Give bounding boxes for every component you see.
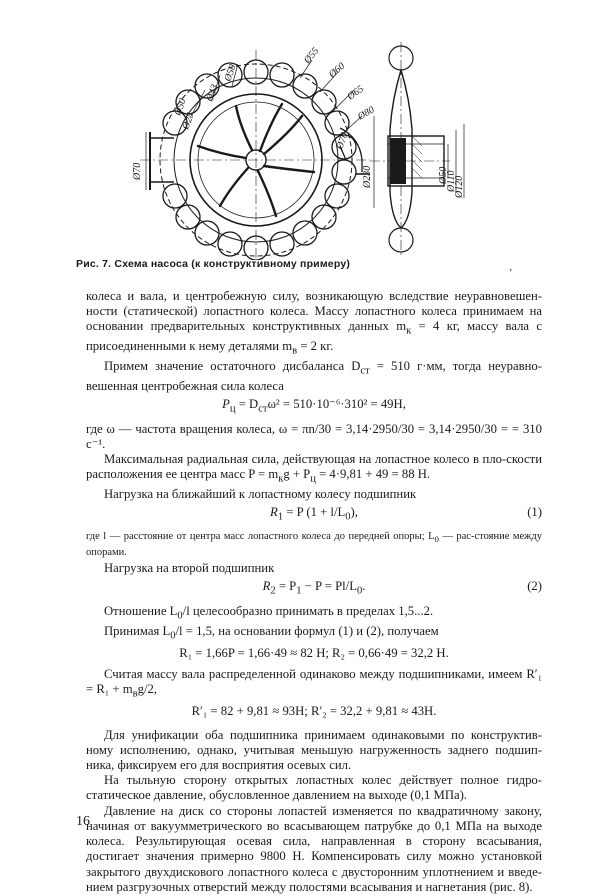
paragraph: Давление на диск со стороны лопастей изменяется по квадратичному закону, начиная от вакуумметрического во всасывающем патрубке до 0,1 МПа на выходе колеса. Результирующая осевая сила, направленная в сторону всасывания, достигает значения примерно 9800 Н. Компенсировать силу можно установкой закрытого двухдискового лопастного колеса с двусторонним уплотнением и введе-нием разгрузочных отверстий между полостями всасывания и нагнетания (рис. 8). bbox=[86, 803, 542, 894]
paragraph: На тыльную сторону открытых лопастных колес действует полное гидро-статическое давление, обусловленное давлением на выходе (0,1 МПа). bbox=[86, 773, 542, 803]
right-view-dimension-labels bbox=[362, 166, 465, 199]
dim-label: Ø110 bbox=[446, 170, 457, 192]
equation: $P_ц = D_{ст}\omega^2 = 510\cdot 10^{-6}\cdot 310^2 = 49Н$, bbox=[222, 396, 406, 415]
figure-caption: Рис. 7. Схема насоса (к конструктивному примеру) bbox=[76, 258, 351, 270]
equation: R₁ = 1,66P = 1,66·49 ≈ 82 Н; R₂ = 0,66·49 = 32,2 Н. bbox=[179, 646, 449, 661]
dim-label: Ø65 bbox=[345, 83, 366, 103]
dim-label: Ø120 bbox=[454, 175, 465, 198]
dim-label: Ø43 bbox=[204, 83, 221, 104]
paragraph: Считая массу вала распределенной одинаково между подшипниками, имеем $R'_1 = R_1 + m_вg/2$, bbox=[86, 666, 542, 700]
equation-number: (2) bbox=[527, 579, 542, 594]
pump-right-view bbox=[370, 42, 464, 256]
equation-1: $R_1 = P$ $(1 + l/L_0)$, (1) bbox=[270, 505, 542, 523]
page-number: 16 bbox=[76, 814, 90, 829]
paragraph: Для унификации оба подшипника принимаем одинаковыми по конструктив-ному исполнению, однако, учитывая меньшую нагруженность заднего подшип-ника, фиксируем его для восприятия осевых сил. bbox=[86, 727, 542, 773]
dim-label: Ø50 bbox=[222, 63, 239, 84]
dim-label: Ø50 bbox=[438, 166, 449, 184]
paragraph: Принимая $L_0/l = 1,5$, на основании формул (1) и (2), получаем bbox=[104, 623, 439, 642]
dim-label: Ø70 bbox=[132, 162, 143, 180]
dim-label: Ø80 bbox=[356, 104, 377, 123]
dim-label: Ø50 bbox=[172, 97, 189, 118]
paragraph: Нагрузка на второй подшипник bbox=[104, 560, 275, 575]
paragraph: Максимальная радиальная сила, действующая на лопастное колесо в пло-скости расположения ее центра масс $P = m_кg + P_ц = 4\cdot 9,81 + 49 = 88$ Н. bbox=[86, 451, 542, 485]
dim-label: Ø55 bbox=[301, 45, 322, 66]
pump-schematic-figure bbox=[70, 20, 550, 260]
equation-2: $R_2 = P_1 - P = Pl/L_0$. (2) bbox=[262, 579, 542, 597]
dim-label: Ø60 bbox=[326, 60, 348, 81]
paragraph: колеса и вала, и центробежную силу, возникающую вследствие неуравновешен-ности (статической) лопастного колеса. Массу лопастного колеса принимаем на основании предварительных конструктивных данных $m_к = 4$ кг, массу вала с присоединенными к нему деталями $m_в = 2$ кг. bbox=[86, 289, 543, 357]
equation: R′₁ = 82 + 9,81 ≈ 93Н; R′₂ = 32,2 + 9,81 ≈ 43Н. bbox=[191, 704, 437, 719]
pump-left-view bbox=[140, 50, 370, 260]
paragraph: Примем значение остаточного дисбаланса $D_{ст} = 510$ г·мм, тогда неуравно-вешенная центробежная сила колеса bbox=[86, 358, 542, 393]
stray-mark: ʼ bbox=[509, 268, 513, 279]
equation-number: (1) bbox=[527, 505, 542, 520]
paragraph: Отношение $L_0/l$ целесообразно принимать в пределах 1,5...2. bbox=[104, 603, 434, 622]
paragraph: где ω — частота вращения колеса, ω = πn/30 = 3,14·2950/30 = 3,14·2950/30 = = 310 с⁻¹. bbox=[86, 421, 542, 451]
dim-label: Ø230 bbox=[362, 165, 373, 188]
dim-label: Ø70 bbox=[334, 131, 351, 152]
paragraph: Нагрузка на ближайший к лопастному колесу подшипник bbox=[104, 486, 417, 501]
body-text bbox=[86, 289, 542, 895]
dim-label: Ø25 bbox=[180, 111, 197, 132]
footnote: где l — расстояние от центра масс лопастного колеса до передней опоры; $L_0$ — рас-стояние между опорами. bbox=[86, 530, 543, 558]
